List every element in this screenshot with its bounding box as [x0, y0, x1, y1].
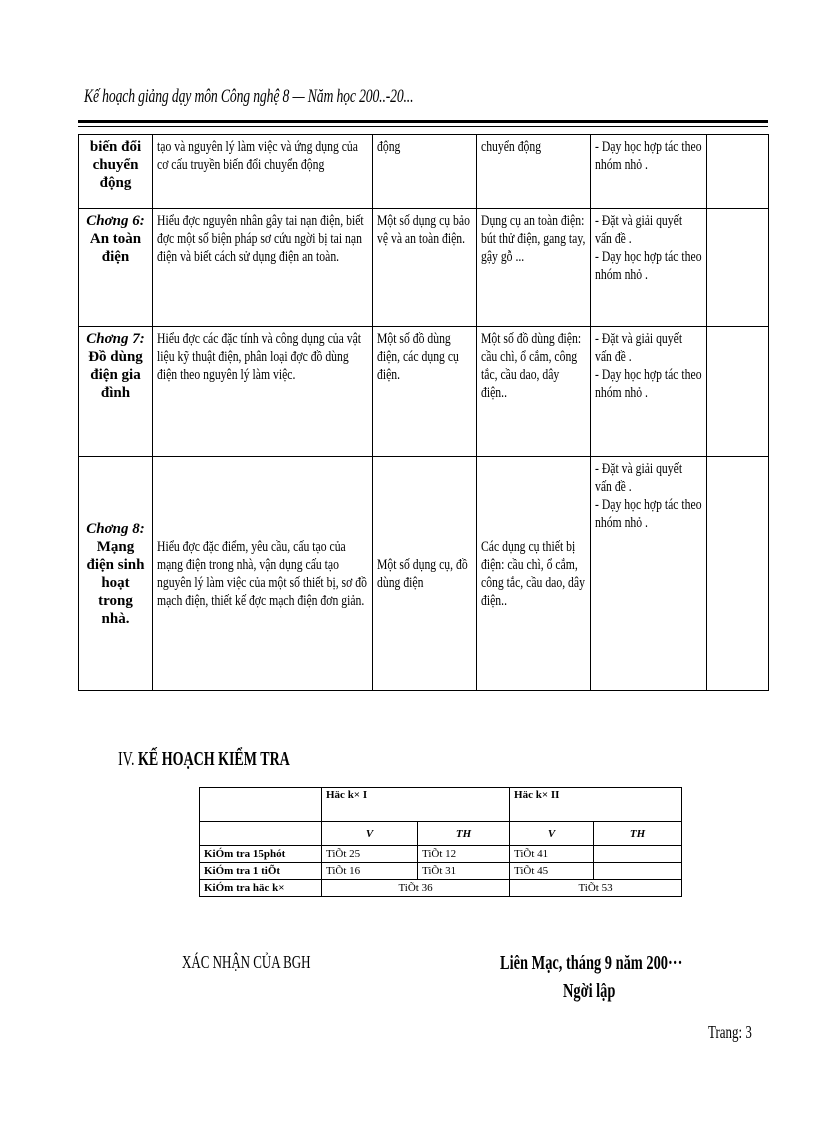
- table-row: [200, 846, 682, 863]
- section-number: IV.: [118, 748, 135, 770]
- row-label: KiÓm tra häc k×: [200, 880, 322, 897]
- cell: TiÕt 41: [510, 846, 594, 863]
- teacher-prep-cell: Một số đồ dùng điện, các dụng cụ điện.: [373, 327, 477, 457]
- objective-cell: Hiểu đợc các đặc tính và công dụng của vật liệu kỹ thuật điện, phân loại đợc đồ dùng điện theo nguyên lý làm việc.: [153, 327, 373, 457]
- table-row: [200, 880, 682, 897]
- table-row: [79, 135, 769, 209]
- signer-label: Ngời lập: [563, 980, 616, 1002]
- cell: TiÕt 53: [510, 880, 682, 897]
- note-cell: [707, 327, 769, 457]
- table-row: [79, 457, 769, 691]
- note-cell: [707, 135, 769, 209]
- note-cell: [707, 457, 769, 691]
- student-prep-cell: Một số đồ dùng điện: cầu chì, ổ cắm, công tắc, cầu dao, dây điện..: [477, 327, 591, 457]
- student-prep-cell: Dụng cụ an toàn điện: bút thử điện, gang tay, gậy gỗ ...: [477, 209, 591, 327]
- blank-cell: [200, 822, 322, 846]
- chapter-cell: Chơng 8: Mạng điện sinh hoạt trong nhà.: [79, 457, 153, 691]
- section-title: KẾ HOẠCH KIỂM TRA: [137, 748, 290, 770]
- table-row: [79, 209, 769, 327]
- table-row: [79, 327, 769, 457]
- table-row: [200, 822, 682, 846]
- cell: [594, 863, 682, 880]
- header-rule-thick: [78, 120, 768, 123]
- cell: TiÕt 45: [510, 863, 594, 880]
- col-th: TH: [418, 822, 510, 846]
- blank-cell: [200, 788, 322, 822]
- chapter-cell: biến đổi chuyển động: [79, 135, 153, 209]
- chapter-cell: Chơng 6: An toàn điện: [79, 209, 153, 327]
- teacher-prep-cell: Một số dụng cụ, đồ dùng điện: [373, 457, 477, 691]
- col-v: V: [510, 822, 594, 846]
- header-rule-thin: [78, 126, 768, 127]
- row-label: KiÓm tra 15phót: [200, 846, 322, 863]
- section-heading: [118, 748, 290, 771]
- cell: TiÕt 16: [322, 863, 418, 880]
- table-row: [200, 788, 682, 822]
- objective-cell: tạo và nguyên lý làm việc và ứng dụng của cơ cấu truyền biến đổi chuyển động: [153, 135, 373, 209]
- page-number: Trang: 3: [708, 1022, 752, 1042]
- cell: TiÕt 36: [322, 880, 510, 897]
- student-prep-cell: chuyển động: [477, 135, 591, 209]
- semester-2-header: Häc k× II: [510, 788, 682, 822]
- objective-cell: Hiểu đợc đặc điểm, yêu cầu, cấu tạo của mạng điện trong nhà, vận dụng cấu tạo nguyên lý làm việc của một số thiết bị, sơ đồ mạch điện, thiết kế đợc mạch điện đơn giản.: [153, 457, 373, 691]
- cell: [594, 846, 682, 863]
- chapter-cell: Chơng 7: Đồ dùng điện gia đình: [79, 327, 153, 457]
- semester-1-header: Häc k× I: [322, 788, 510, 822]
- method-cell: - Dạy học hợp tác theo nhóm nhỏ .: [591, 135, 707, 209]
- row-label: KiÓm tra 1 tiÕt: [200, 863, 322, 880]
- cell: TiÕt 31: [418, 863, 510, 880]
- objective-cell: Hiểu đợc nguyên nhân gây tai nạn điện, biết đợc một số biện pháp sơ cứu ngời bị tai nạn điện và biết cách sử dụng điện an toàn.: [153, 209, 373, 327]
- method-cell: - Đặt và giải quyết vấn đề . - Dạy học hợp tác theo nhóm nhỏ .: [591, 457, 707, 691]
- place-date: Liên Mạc, tháng 9 năm 200···: [500, 952, 683, 974]
- teacher-prep-cell: Một số dụng cụ bảo vệ và an toàn điện.: [373, 209, 477, 327]
- table-row: [200, 863, 682, 880]
- cell: TiÕt 12: [418, 846, 510, 863]
- method-cell: - Đặt và giải quyết vấn đề . - Dạy học hợp tác theo nhóm nhỏ .: [591, 327, 707, 457]
- board-confirmation-label: XÁC NHẬN CỦA BGH: [182, 952, 311, 972]
- document-header: Kế hoạch giảng dạy môn Công nghệ 8 — Năm học 200..-20...: [84, 86, 414, 107]
- lesson-plan-table: [78, 134, 769, 691]
- teacher-prep-cell: động: [373, 135, 477, 209]
- note-cell: [707, 209, 769, 327]
- test-schedule-table: [199, 787, 682, 897]
- cell: TiÕt 25: [322, 846, 418, 863]
- method-cell: - Đặt và giải quyết vấn đề . - Dạy học hợp tác theo nhóm nhỏ .: [591, 209, 707, 327]
- student-prep-cell: Các dụng cụ thiết bị điện: cầu chì, ổ cắm, công tắc, cầu dao, dây điện..: [477, 457, 591, 691]
- col-v: V: [322, 822, 418, 846]
- col-th: TH: [594, 822, 682, 846]
